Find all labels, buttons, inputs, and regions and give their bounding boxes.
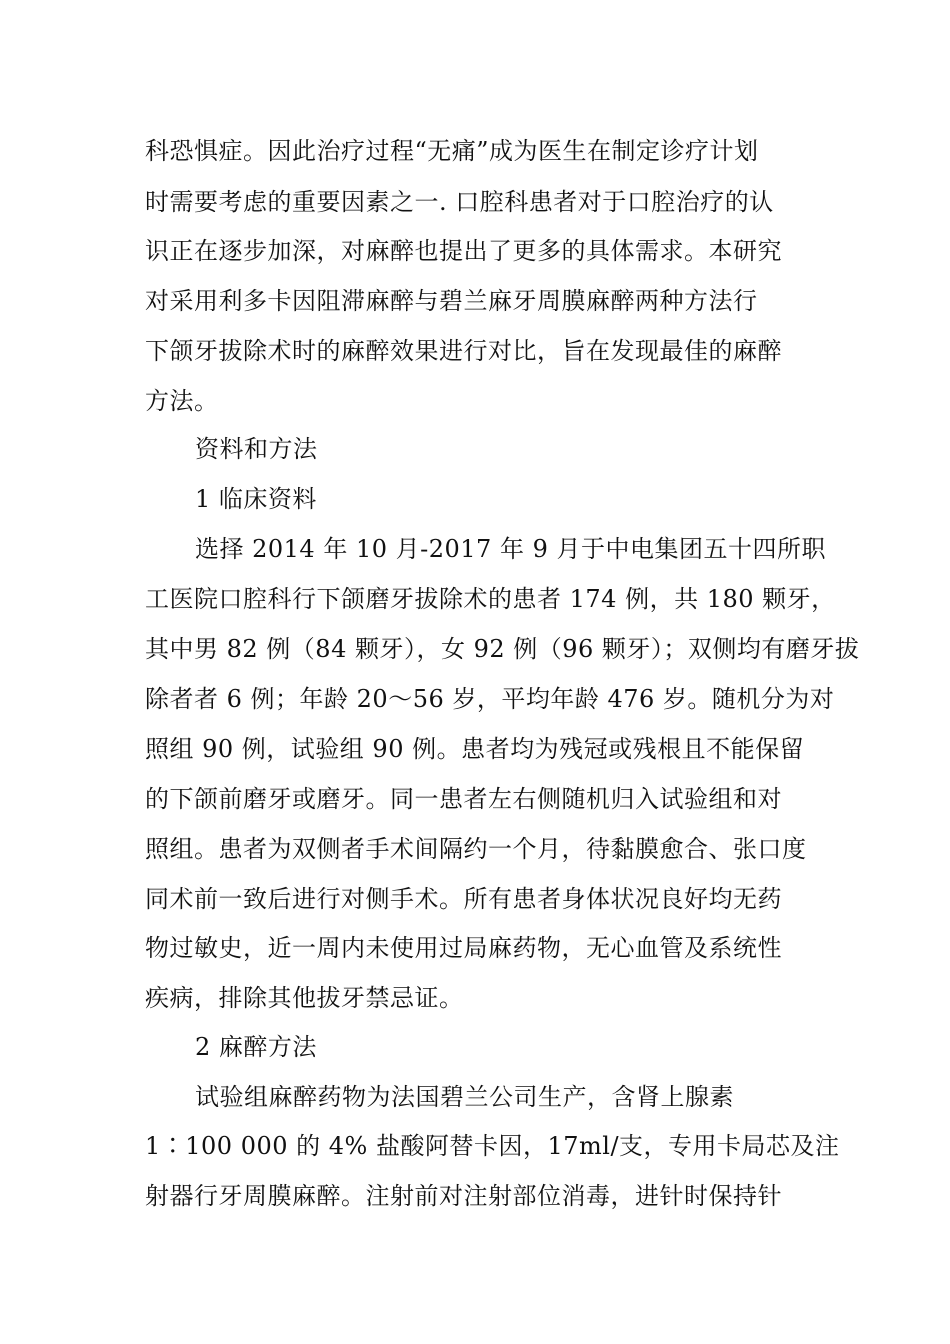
subsection-heading-clinical-data: 1 临床资料 (195, 485, 317, 513)
paragraph-intro-line-1: 科恐惧症。因此治疗过程“无痛”成为医生在制定诊疗计划 (145, 137, 759, 165)
paragraph-intro-line-6: 方法。 (145, 387, 219, 415)
paragraph-clinical-line-9: 物过敏史，近一周内未使用过局麻药物，无心血管及系统性 (145, 934, 782, 962)
paragraph-clinical-line-8: 同术前一致后进行对侧手术。所有患者身体状况良好均无药 (145, 885, 782, 913)
subsection-heading-anesthesia-method: 2 麻醉方法 (195, 1033, 317, 1061)
paragraph-clinical-line-3: 其中男 82 例（84 颗牙），女 92 例（96 颗牙）；双侧均有磨牙拔 (145, 635, 860, 663)
paragraph-clinical-line-10: 疾病，排除其他拔牙禁忌证。 (145, 984, 464, 1012)
paragraph-clinical-line-6: 的下颌前磨牙或磨牙。同一患者左右侧随机归入试验组和对 (145, 785, 782, 813)
paragraph-clinical-line-1: 选择 2014 年 10 月-2017 年 9 月于中电集团五十四所职 (195, 535, 826, 563)
paragraph-clinical-line-4: 除者者 6 例；年龄 20～56 岁，平均年龄 476 岁。随机分为对 (145, 685, 835, 713)
paragraph-intro-line-2: 时需要考虑的重要因素之一. 口腔科患者对于口腔治疗的认 (145, 188, 774, 216)
paragraph-clinical-line-5: 照组 90 例，试验组 90 例。患者均为残冠或残根且不能保留 (145, 735, 805, 763)
paragraph-intro-line-5: 下颌牙拔除术时的麻醉效果进行对比，旨在发现最佳的麻醉 (145, 337, 782, 365)
paragraph-anesthesia-line-2: 1∶100 000 的 4% 盐酸阿替卡因，17ml/支，专用卡局芯及注 (145, 1132, 840, 1160)
paragraph-anesthesia-line-3: 射器行牙周膜麻醉。注射前对注射部位消毒，进针时保持针 (145, 1182, 782, 1210)
paragraph-clinical-line-7: 照组。患者为双侧者手术间隔约一个月，待黏膜愈合、张口度 (145, 835, 807, 863)
paragraph-intro-line-3: 识正在逐步加深，对麻醉也提出了更多的具体需求。本研究 (145, 237, 782, 265)
paragraph-clinical-line-2: 工医院口腔科行下颌磨牙拔除术的患者 174 例，共 180 颗牙， (145, 585, 836, 613)
paragraph-intro-line-4: 对采用利多卡因阻滞麻醉与碧兰麻牙周膜麻醉两种方法行 (145, 287, 758, 315)
section-heading-materials-methods: 资料和方法 (195, 435, 318, 463)
paragraph-anesthesia-line-1: 试验组麻醉药物为法国碧兰公司生产，含肾上腺素 (195, 1083, 734, 1111)
